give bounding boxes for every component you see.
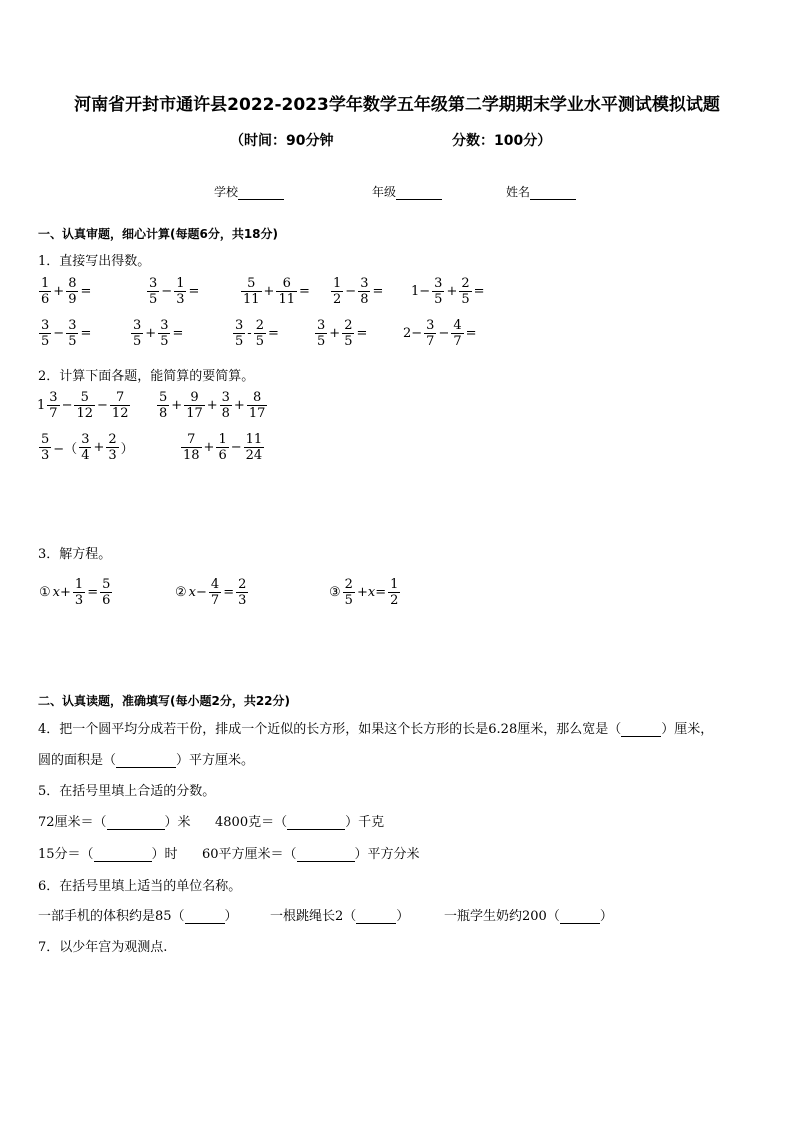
expr-1-3: 5 11 + $\frac{6}{11}$ = [243,276,310,307]
q6-c-label: 一瓶学生奶约200（ [444,909,560,924]
name-blank[interactable] [530,187,576,200]
question-6: 6．在括号里填上适当的单位名称。 [38,879,242,894]
question-3: 3．解方程。 [38,547,112,562]
name-field [506,183,576,200]
q5-d-unit: ）平方分米 [354,847,420,862]
q6-item-b [270,905,409,924]
q5-a-blank[interactable] [107,817,165,830]
q6-a-close: ） [224,909,238,924]
equation-2: ② x− $\frac{4}{7}$ = $\frac{2}{3}$ [175,577,247,608]
q5-d-label: 60平方厘米＝（ [202,847,297,862]
expr-2-1: 1 3 7 − $\frac{5}{12}$ − $\frac{7}{12}$ [37,390,129,421]
question-7: 7．以少年宫为观测点. [38,940,168,955]
question-5: 5．在括号里填上合适的分数。 [38,784,216,799]
q6-item-a [38,905,238,924]
school-blank[interactable] [238,187,284,200]
expr-1-7: 3 5 + $\frac{3}{5}$ = [133,318,184,349]
expr-2-2: 5 8 + $\frac{9}{17}$ + $\frac{3}{8}$ + $\frac{8}{17}$ [159,390,266,421]
q5-item-a [38,811,191,830]
q6-item-c [444,905,613,924]
school-label: 学校 [214,185,239,199]
q5-b-unit: ）千克 [345,815,385,830]
q5-d-blank[interactable] [297,849,355,862]
q5-item-b [215,811,384,830]
q5-a-unit: ）米 [164,815,191,830]
q5-c-unit: ）时 [151,847,178,862]
grade-field [372,183,442,200]
expr-1-6: 3 5 − $\frac{3}{5}$ = [41,318,92,349]
page-title: 河南省开封市通许县2022-2023学年数学五年级第二学期期末学业水平测试模拟试题 [74,95,720,115]
q6-c-close: ） [599,909,613,924]
score-label: 分数：100分） [452,133,552,149]
question-4-line2 [38,749,254,768]
school-field [214,183,284,200]
q5-a-label: 72厘米＝（ [38,815,107,830]
q6-c-blank[interactable] [560,911,600,924]
expr-1-1: 1 6 + $\frac{8}{9}$ = [41,276,92,307]
section-1-heading: 一、认真审题，细心计算(每题6分，共18分) [38,227,279,241]
q5-b-label: 4800克＝（ [215,815,288,830]
time-label: （时间：90分钟 [230,133,334,149]
expr-1-8: 3 5 - $\frac{2}{5}$ = [235,318,279,349]
expr-1-5: 1− $\frac{3}{5}$ + $\frac{2}{5}$ = [411,276,485,307]
q4-area-unit: ）平方厘米。 [176,753,255,768]
question-1: 1．直接写出得数。 [38,254,151,269]
expr-1-9: 3 5 + $\frac{2}{5}$ = [317,318,368,349]
q4-area-blank[interactable] [116,755,176,768]
q4-width-blank[interactable] [621,724,661,737]
q6-b-blank[interactable] [356,911,396,924]
expr-1-10: 2− $\frac{3}{7}$ − $\frac{4}{7}$ = [403,318,477,349]
section-2-heading: 二、认真读题，准确填写(每小题2分，共22分) [38,694,291,708]
expr-1-2: 3 5 − $\frac{1}{3}$ = [149,276,200,307]
q5-item-c [38,843,178,862]
q6-a-blank[interactable] [185,911,225,924]
question-2: 2．计算下面各题，能简算的要简算。 [38,369,255,384]
q5-b-blank[interactable] [287,817,345,830]
q6-a-label: 一部手机的体积约是85（ [38,909,185,924]
grade-label: 年级 [372,185,397,199]
q6-b-label: 一根跳绳长2（ [270,909,357,924]
grade-blank[interactable] [396,187,442,200]
q4-area-text: 圆的面积是（ [38,753,117,768]
equation-1: ① x+ $\frac{1}{3}$ = $\frac{5}{6}$ [39,577,111,608]
q5-c-blank[interactable] [94,849,152,862]
name-label: 姓名 [506,185,531,199]
expr-2-3: 5 3 −（ 3 4 + $\frac{2}{3}$ ） [41,432,134,463]
q5-item-d [202,843,420,862]
expr-1-4: 1 2 − $\frac{3}{8}$ = [333,276,384,307]
q6-b-close: ） [396,909,410,924]
equation-3: ③ 2 5 +x= $\frac{1}{2}$ [329,577,399,608]
q5-c-label: 15分＝（ [38,847,94,862]
question-4-text: 4．把一个圆平均分成若干份，排成一个近似的长方形，如果这个长方形的长是6.28厘米，那么宽是（ [38,722,622,737]
expr-2-4: 7 18 + $\frac{1}{6}$ − $\frac{11}{24}$ [183,432,263,463]
question-4-line1 [38,718,713,737]
q4-end: ）厘米， [661,722,714,737]
